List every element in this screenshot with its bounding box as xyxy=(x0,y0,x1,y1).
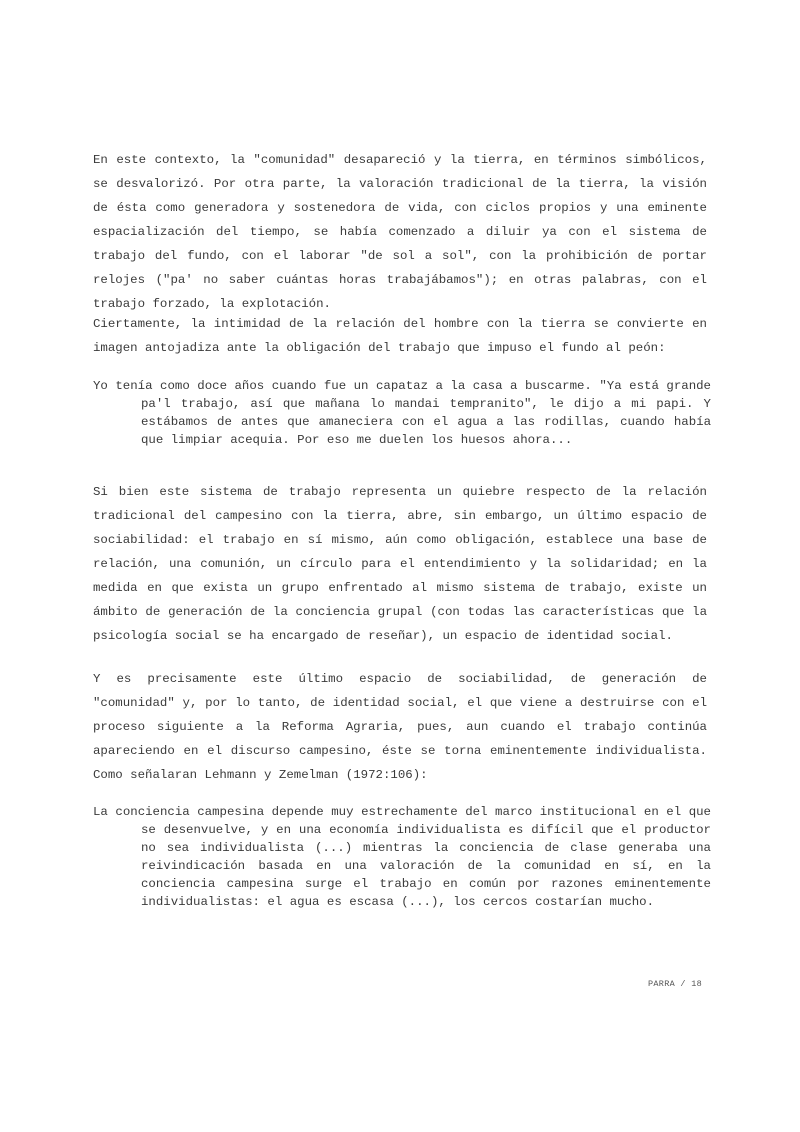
block-quote: La conciencia campesina depende muy estrechamente del marco institucional en el que se desenvuelve, y en una economía individualista es difícil que el productor no sea individualista (...) mientras la conciencia de clase generaba una reivindicación basada en una valoración de la comunidad en sí, en la conciencia campesina surge el trabajo en común por razones eminentemente individualistas: el agua es escasa (...), los cercos costarían mucho. xyxy=(93,805,711,909)
paragraph: Si bien este sistema de trabajo representa un quiebre respecto de la relación tradicional del campesino con la tierra, abre, sin embargo, un último espacio de sociabilidad: el trabajo en sí mismo, aún como obligación, establece una base de relación, una comunión, un círculo para el entendimiento y la solidaridad; en la medida en que exista un grupo enfrentado al mismo sistema de trabajo, existe un ámbito de generación de la conciencia grupal (con todas las características que la psicología social se ha encargado de reseñar), un espacio de identidad social. xyxy=(93,485,707,643)
block-quote: Yo tenía como doce años cuando fue un capataz a la casa a buscarme. "Ya está grande pa'l trabajo, así que mañana lo mandai tempranito", le dijo a mi papi. Y estábamos de antes que amaneciera con el agua a las rodillas, cuando había que limpiar acequia. Por eso me duelen los huesos ahora... xyxy=(93,379,711,447)
paragraph: En este contexto, la "comunidad" desapareció y la tierra, en términos simbólicos, se desvalorizó. Por otra parte, la valoración tradicional de la tierra, la visión de ésta como generadora y sostenedora de vida, con ciclos propios y una eminente espacialización del tiempo, se había comenzado a diluir ya con el sistema de trabajo del fundo, con el laborar "de sol a sol", con la prohibición de portar relojes ("pa' no saber cuántas horas trabajábamos"); en otras palabras, con el trabajo forzado, la explotación. xyxy=(93,153,707,311)
paragraph: Ciertamente, la intimidad de la relación del hombre con la tierra se convierte en imagen antojadiza ante la obligación del trabajo que impuso el fundo al peón: xyxy=(93,317,707,355)
paragraph: Y es precisamente este último espacio de sociabilidad, de generación de "comunidad" y, por lo tanto, de identidad social, el que viene a destruirse con el proceso siguiente a la Reforma Agraria, pues, aun cuando el trabajo continúa apareciendo en el discurso campesino, éste se torna eminentemente individualista. Como señalaran Lehmann y Zemelman (1972:106): xyxy=(93,672,707,782)
page-footer: PARRA / 18 xyxy=(648,979,703,989)
